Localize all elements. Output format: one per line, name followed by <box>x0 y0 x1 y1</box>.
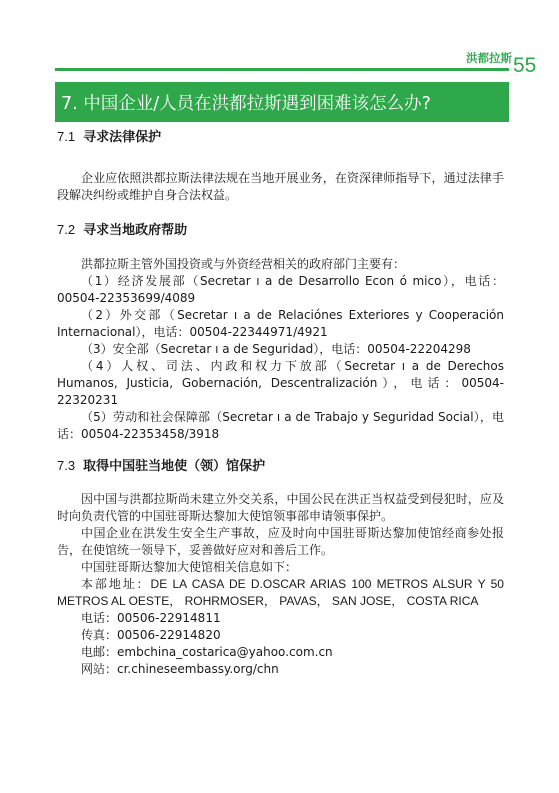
section-title: 寻求法律保护 <box>83 130 162 145</box>
section-number: 7.3 <box>57 458 76 473</box>
agency-item: （3）安全部（Secretar ı a de Seguridad），电话：00504-22204298 <box>81 342 471 356</box>
paragraph: 中国驻哥斯达黎加大使馆相关信息如下： <box>81 560 298 574</box>
section-number: 7.1 <box>57 129 76 144</box>
section-7-1 <box>57 128 504 204</box>
paragraph: 因中国与洪都拉斯尚未建立外交关系，中国公民在洪正当权益受到侵犯时，应及时向负责代管的中国驻哥斯达黎加大使馆领事部申请领事保护。 <box>57 492 504 523</box>
embassy-fax: 传真：00506-22914820 <box>81 628 221 642</box>
section-number: 7.2 <box>57 222 76 237</box>
running-header-country: 洪都拉斯 <box>466 51 512 65</box>
agency-item: （2）外交部（Secretar ı a de Relaciónes Exteriores y Cooperación Internacional），电话：00504-22344971/4921 <box>57 308 504 339</box>
agency-item: （4）人权、司法、内政和权力下放部（Secretar ı a de Derechos Humanos, Justicia, Gobernación, Descentralización），电话：00504-22320231 <box>57 359 504 407</box>
section-heading <box>57 457 504 475</box>
paragraph: 中国企业在洪发生安全生产事故，应及时向中国驻哥斯达黎加使馆经商参处报告，在使馆统一领导下，妥善做好应对和善后工作。 <box>57 526 504 557</box>
section-7-2 <box>57 221 504 443</box>
header-rule <box>55 68 509 71</box>
page-content <box>57 128 504 678</box>
embassy-email: 电邮：embchina_costarica@yahoo.com.cn <box>81 645 333 659</box>
paragraph: 洪都拉斯主管外国投资或与外资经营相关的政府部门主要有： <box>81 257 406 271</box>
embassy-phone: 电话：00506-22914811 <box>81 611 221 625</box>
section-7-3 <box>57 457 504 678</box>
chapter-title-bar <box>55 82 509 122</box>
section-heading <box>57 128 504 146</box>
section-heading <box>57 221 504 239</box>
agency-item: （5）劳动和社会保障部（Secretar ı a de Trabajo y Seguridad Social），电话：00504-22353458/3918 <box>57 410 504 441</box>
agency-item: （1）经济发展部（Secretar ı a de Desarrollo Econ ó mico），电话：00504-22353699/4089 <box>57 274 504 305</box>
page-number: 55 <box>513 54 537 77</box>
embassy-address: 本部地址：DE LA CASA DE D.OSCAR ARIAS 100 METROS ALSUR Y 50 METROS AL OESTE， ROHRMOSER， PAVAS， SAN JOSE， COSTA RICA <box>57 577 504 608</box>
section-title: 取得中国驻当地使（领）馆保护 <box>83 459 266 474</box>
embassy-website: 网站：cr.chineseembassy.org/chn <box>81 662 279 676</box>
chapter-title: 7. 中国企业/人员在洪都拉斯遇到困难该怎么办? <box>61 94 431 114</box>
section-title: 寻求当地政府帮助 <box>83 223 188 238</box>
paragraph: 企业应依照洪都拉斯法律法规在当地开展业务，在资深律师指导下，通过法律手段解决纠纷或维护自身合法权益。 <box>57 171 504 202</box>
